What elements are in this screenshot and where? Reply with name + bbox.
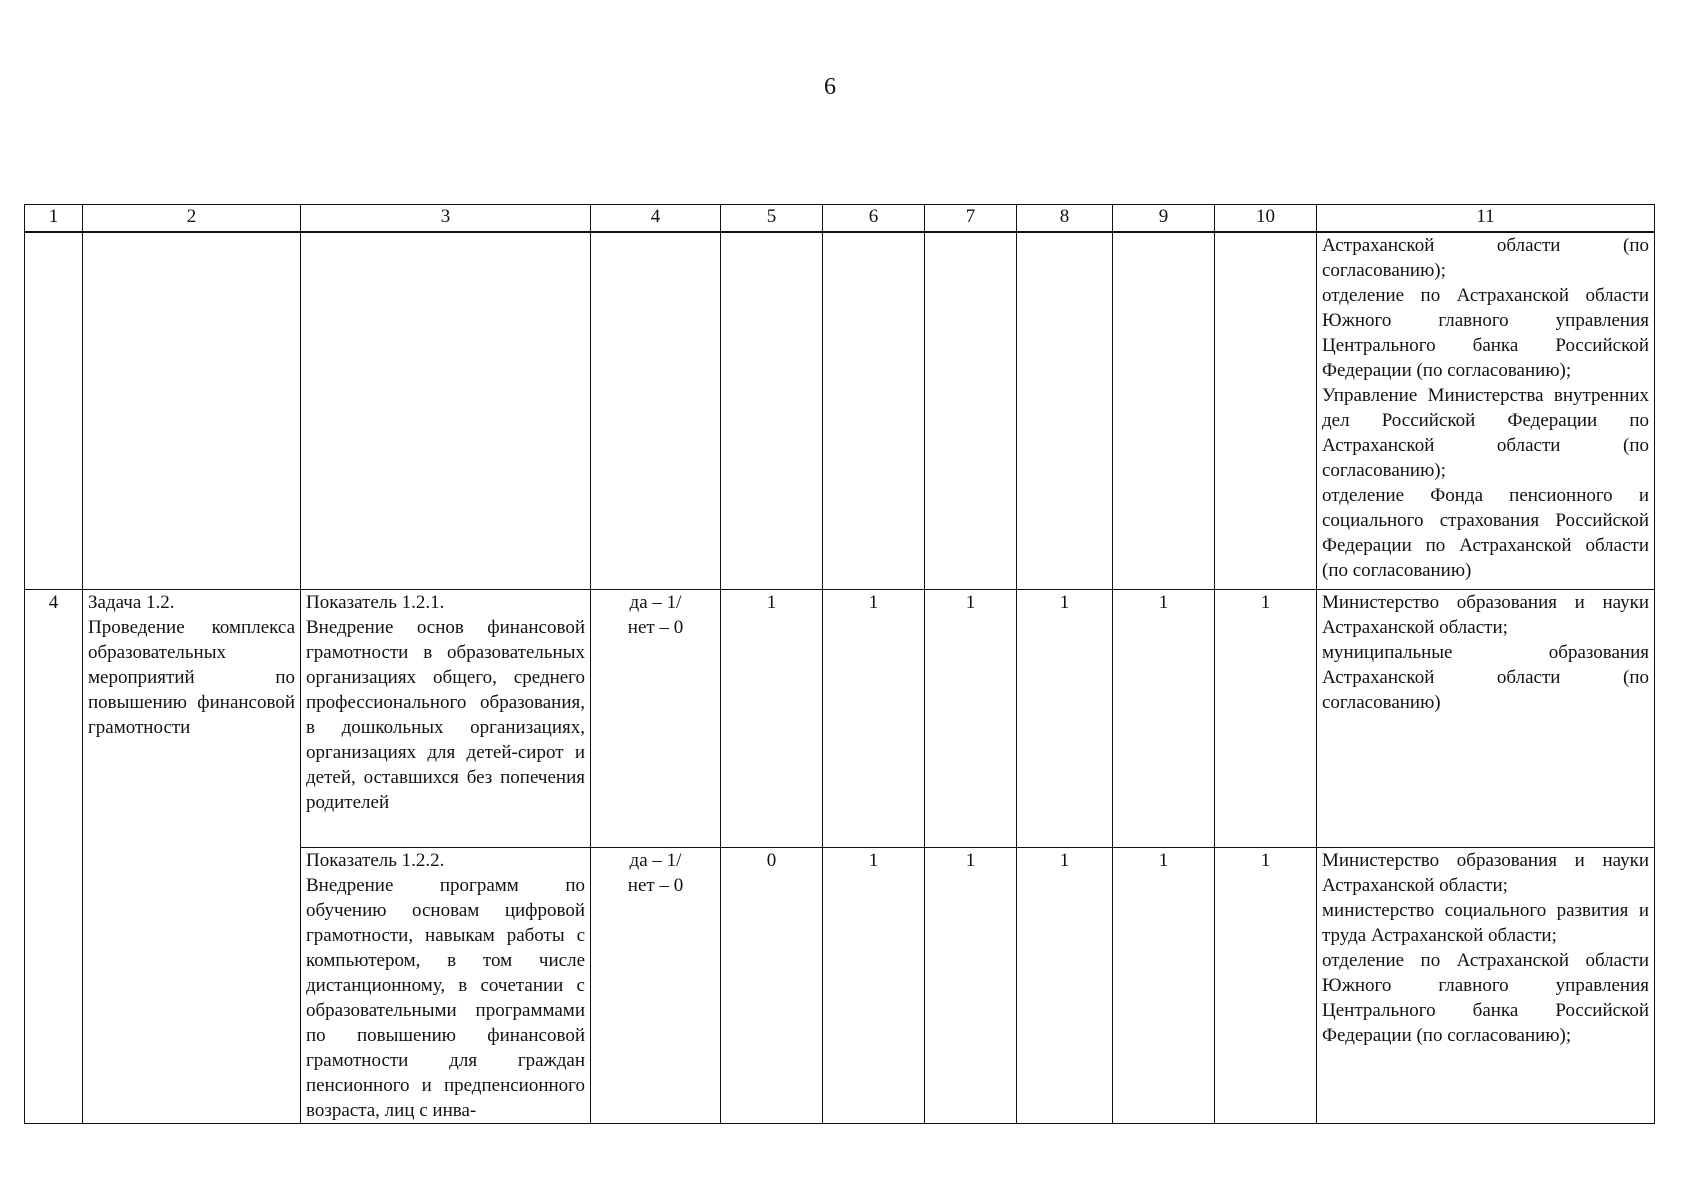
column-number: 10 bbox=[1215, 205, 1317, 233]
column-number-row bbox=[25, 205, 1655, 233]
value-cell: 1 bbox=[1215, 847, 1317, 1123]
column-number: 6 bbox=[823, 205, 925, 233]
unit-cell: да – 1/ нет – 0 bbox=[591, 847, 721, 1123]
indicator-cell bbox=[301, 232, 591, 589]
value-cell: 1 bbox=[721, 589, 823, 847]
value-cell bbox=[1017, 232, 1113, 589]
column-number: 5 bbox=[721, 205, 823, 233]
indicator-cell: Показатель 1.2.1. Внедрение основ финансовой грамотности в образовательных организациях общего, среднего профессионального образования, в дошкольных организациях, организациях для детей-сирот и детей, оставшихся без попечения родителей bbox=[301, 589, 591, 847]
row-number-cell bbox=[25, 232, 83, 589]
table-row bbox=[25, 232, 1655, 589]
column-number: 7 bbox=[925, 205, 1017, 233]
value-cell bbox=[823, 232, 925, 589]
task-cell bbox=[83, 232, 301, 589]
column-number: 8 bbox=[1017, 205, 1113, 233]
executors-cell: Министерство образования и науки Астраханской области; министерство социального развития и труда Астраханской области; отделение по Астраханской области Южного главного управления Центрального банка Российской Федерации (по согласованию); bbox=[1317, 847, 1655, 1123]
value-cell bbox=[925, 232, 1017, 589]
column-number: 11 bbox=[1317, 205, 1655, 233]
indicator-cell: Показатель 1.2.2. Внедрение программ по обучению основам цифровой грамотности, навыкам работы с компьютером, в том числе дистанционному, в сочетании с образовательными программами по повышению финансовой грамотности для граждан пенсионного и предпенсионного возраста, лиц с инва- bbox=[301, 847, 591, 1123]
value-cell: 1 bbox=[925, 847, 1017, 1123]
table-row bbox=[25, 589, 1655, 847]
column-number: 1 bbox=[25, 205, 83, 233]
column-number: 3 bbox=[301, 205, 591, 233]
value-cell: 1 bbox=[1215, 589, 1317, 847]
value-cell: 1 bbox=[1017, 847, 1113, 1123]
indicators-table bbox=[24, 204, 1655, 1124]
page-number: 6 bbox=[824, 74, 836, 100]
value-cell: 1 bbox=[823, 847, 925, 1123]
value-cell: 1 bbox=[1017, 589, 1113, 847]
unit-cell bbox=[591, 232, 721, 589]
value-cell: 1 bbox=[925, 589, 1017, 847]
column-number: 9 bbox=[1113, 205, 1215, 233]
executors-cell: Астраханской области (по согласованию); отделение по Астраханской области Южного главного управления Центрального банка Российской Федерации (по согласованию); Управление Министерства внутренних дел Российской Федерации по Астраханской области (по согласованию); отделение Фонда пенсионного и социального страхования Российской Федерации по Астраханской области (по согласованию) bbox=[1317, 232, 1655, 589]
task-cell: Задача 1.2. Проведение комплекса образовательных мероприятий по повышению финансовой грамотности bbox=[83, 589, 301, 1123]
unit-cell: да – 1/ нет – 0 bbox=[591, 589, 721, 847]
column-number: 2 bbox=[83, 205, 301, 233]
value-cell bbox=[721, 232, 823, 589]
value-cell bbox=[1113, 232, 1215, 589]
value-cell: 1 bbox=[823, 589, 925, 847]
value-cell: 1 bbox=[1113, 589, 1215, 847]
row-number-cell: 4 bbox=[25, 589, 83, 1123]
value-cell: 1 bbox=[1113, 847, 1215, 1123]
column-number: 4 bbox=[591, 205, 721, 233]
value-cell: 0 bbox=[721, 847, 823, 1123]
value-cell bbox=[1215, 232, 1317, 589]
executors-cell: Министерство образования и науки Астраханской области; муниципальные образования Астраханской области (по согласованию) bbox=[1317, 589, 1655, 847]
